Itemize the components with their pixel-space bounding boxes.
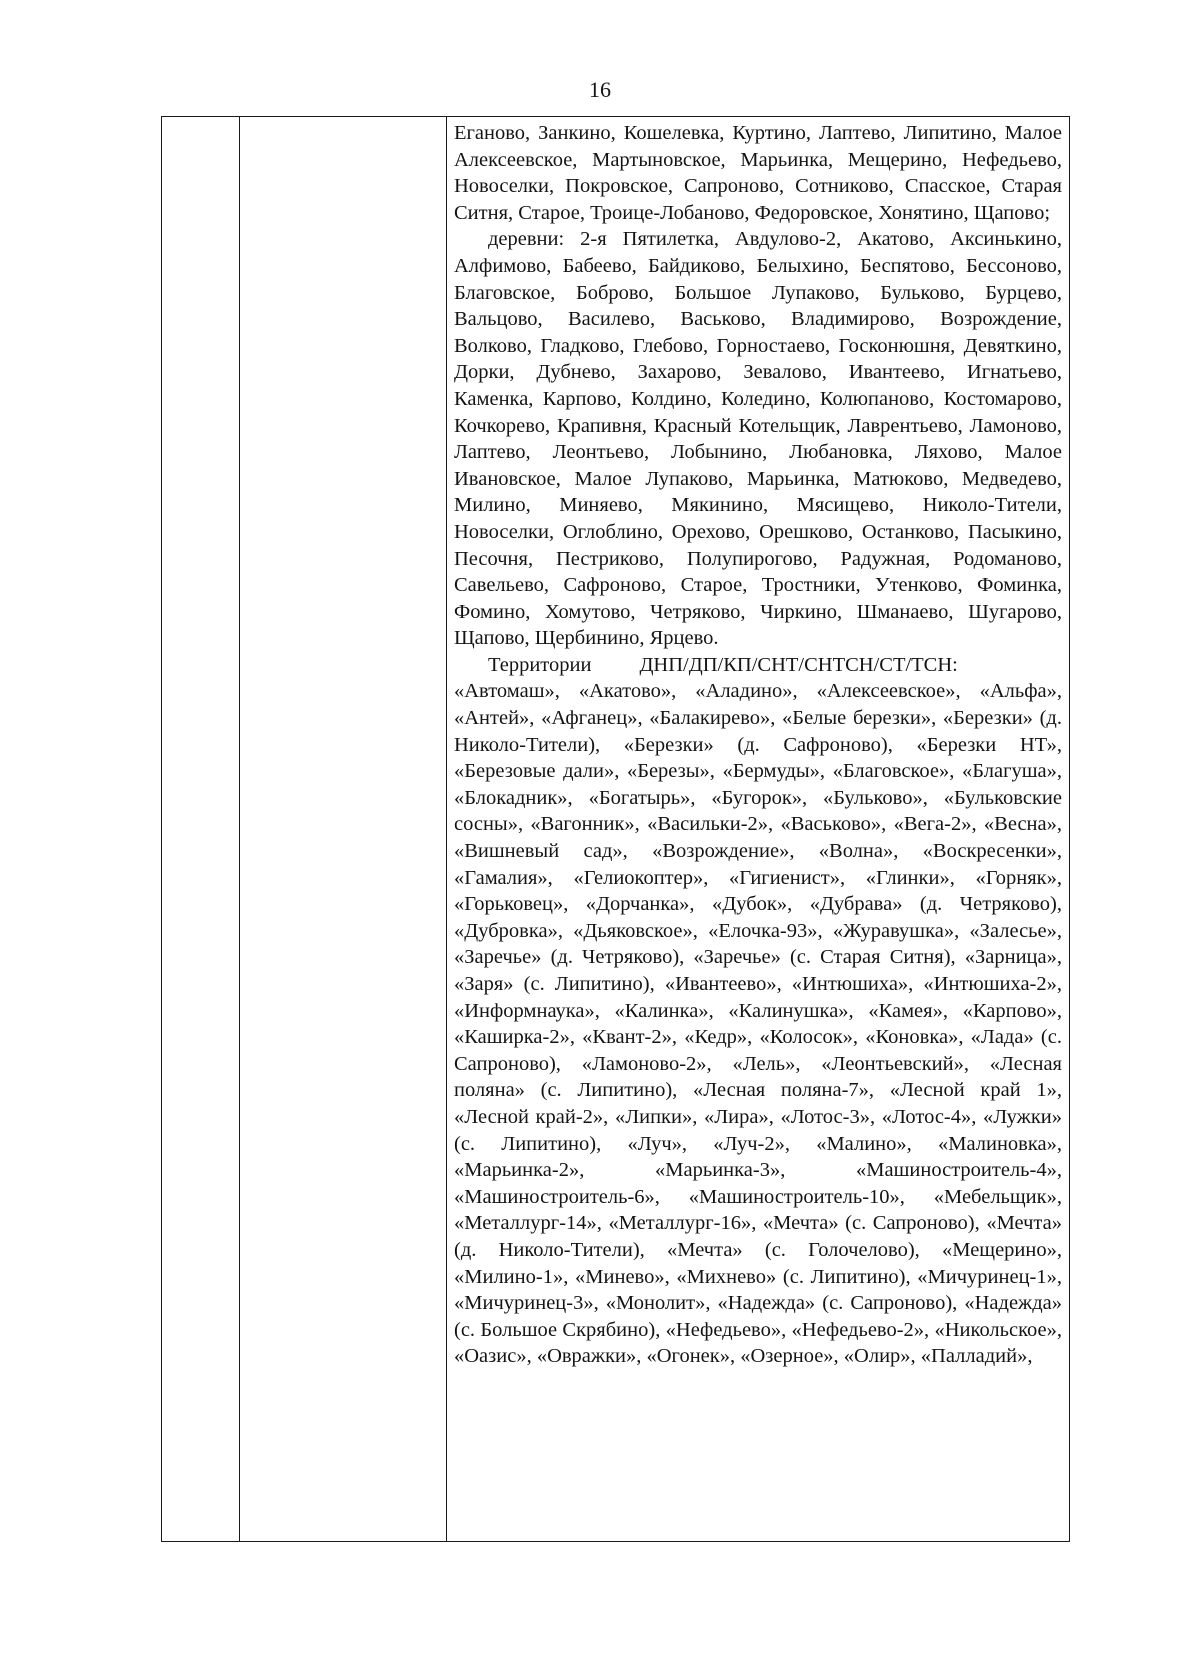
paragraph-villages-continued: Еганово, Занкино, Кошелевка, Куртино, Лаптево, Липитино, Малое Алексеевское, Мартыновское, Марьинка, Мещерино, Нефедьево, Новоселки, Покровское, Сапроново, Сотниково, Спасское, Старая Ситня, Старое, Троице-Лобаново, Федоровское, Хонятино, Щапово; [454,122,1062,224]
document-table [161,116,1070,1542]
page-number: 16 [589,77,611,102]
table-column-divider-1 [239,117,240,1541]
territories-list: ДНП/ДП/КП/СНТ/СНТСН/СТ/ТСН: «Автомаш», «Акатово», «Аладино», «Алексеевское», «Альфа», «Антей», «Афганец», «Балакирево», «Белые березки», «Березки» (д. Николо-Тители), «Березки» (д. Сафроново), «Березки НТ», «Березовые дали», «Березы», «Бермуды», «Благовское», «Благуша», «Блокадник», «Богатырь», «Бугорок», «Бульково», «Бульковские сосны», «Вагонник», «Васильки-2», «Васьково», «Вега-2», «Весна», «Вишневый сад», «Возрождение», «Волна», «Воскресенки», «Гамалия», «Гелиокоптер», «Гигиенист», «Глинки», «Горняк», «Горьковец», «Дорчанка», «Дубок», «Дубрава» (д. Четряково), «Дубровка», «Дьяковское», «Елочка-93», «Журавушка», «Залесье», «Заречье» (д. Четряково), «Заречье» (с. Старая Ситня), «Зарница», «Заря» (с. Липитино), «Ивантеево», «Интюшиха», «Интюшиха-2», «Информнаука», «Калинка», «Калинушка», «Камея», «Карпово», «Каширка-2», «Квант-2», «Кедр», «Колосок», «Коновка», «Лада» (с. Сапроново), «Ламоново-2», «Лель», «Леонтьевский», «Лесная поляна» (с. Липитино), «Лесная поляна-7», «Лесной край 1», «Лесной край-2», «Липки», «Лира», «Лотос-3», «Лотос-4», «Лужки» (с. Липитино), «Луч», «Луч-2», «Малино», «Малиновка», «Марьинка-2», «Марьинка-3», «Машиностроитель-4», «Машиностроитель-6», «Машиностроитель-10», «Мебельщик», «Металлург-14», «Металлург-16», «Мечта» (с. Сапроново), «Мечта» (д. Николо-Тители), «Мечта» (с. Голочелово), «Мещерино», «Милино-1», «Минево», «Михнево» (с. Липитино), «Мичуринец-1», «Мичуринец-3», «Монолит», «Надежда» (с. Сапроново), «Надежда» (с. Большое Скрябино), «Нефедьево», «Нефедьево-2», «Никольское», «Оазис», «Овражки», «Огонек», «Озерное», «Олир», «Палладий», [454,653,1062,1368]
paragraph-territories [454,652,1062,1370]
table-column-divider-2 [446,117,447,1541]
table-cell-settlements [454,120,1062,1370]
paragraph-hamlets: деревни: 2-я Пятилетка, Авдулово-2, Акатово, Аксинькино, Алфимово, Бабеево, Байдиково, Белыхино, Беспятово, Бессоново, Благовское, Боброво, Большое Лупаково, Бульково, Бурцево, Вальцово, Василево, Васьково, Владимирово, Возрождение, Волково, Гладково, Глебово, Горностаево, Госконюшня, Девяткино, Дорки, Дубнево, Захарово, Зевалово, Ивантеево, Игнатьево, Каменка, Карпово, Колдино, Коледино, Колюпаново, Костомарово, Кочкорево, Крапивня, Красный Котельщик, Лаврентьево, Ламоново, Лаптево, Леонтьево, Лобынино, Любановка, Ляхово, Малое Ивановское, Малое Лупаково, Марьинка, Матюково, Медведево, Милино, Миняево, Мякинино, Мясищево, Николо-Тители, Новоселки, Оглоблино, Орехово, Орешково, Останково, Пасыкино, Песочня, Пестриково, Полупирогово, Радужная, Родоманово, Савельево, Сафроново, Старое, Тростники, Утенково, Фоминка, Фомино, Хомутово, Четряково, Чиркино, Шманаево, Шугарово, Щапово, Щербинино, Ярцево. [454,228,1062,650]
territories-lead: Территории [488,653,592,676]
